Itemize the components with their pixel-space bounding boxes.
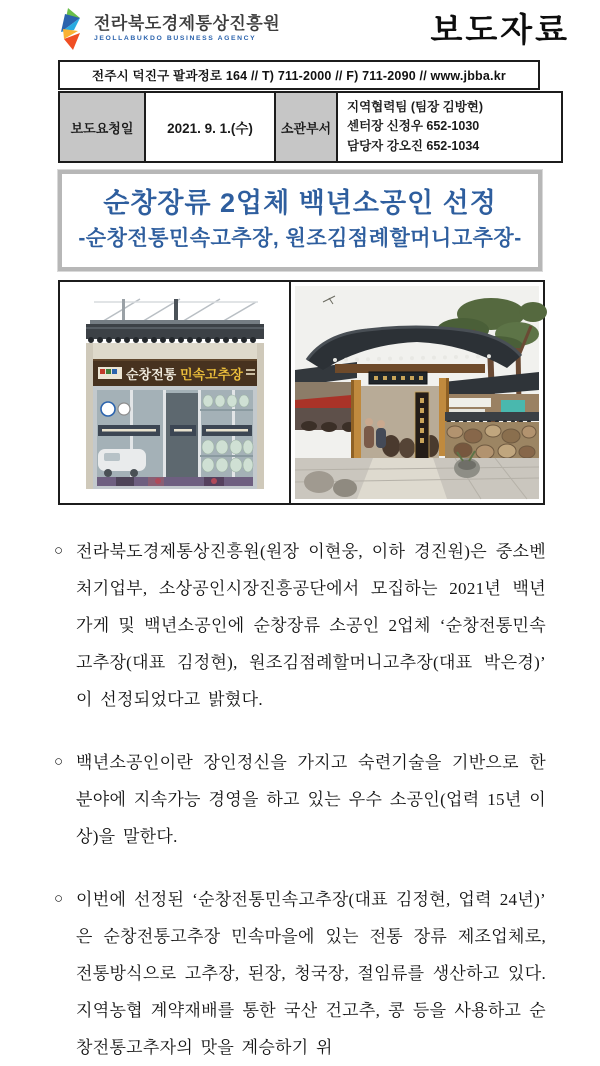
request-date-label: 보도요청일: [59, 92, 145, 162]
vertical-sign: [415, 392, 429, 460]
bullet: ○: [54, 754, 64, 771]
bottom-banners: [97, 477, 253, 486]
header: [56, 8, 570, 54]
storefront-illustration: [86, 297, 264, 489]
gate-sign: [369, 372, 427, 384]
paragraph-3: [54, 881, 546, 1066]
paragraph-2-text: 백년소공인이란 장인정신을 가지고 숙련기술을 기반으로 한 분야에 지속가능 경영을 하고 있는 우수 소공인(업력 15년 이상)을 말한다.: [76, 753, 546, 847]
doc-type-title: 보도자료: [430, 11, 570, 48]
photo-frame: [58, 280, 545, 505]
department-staff-line: 담당자 강오진 652-1034: [347, 138, 480, 153]
press-release-page: [0, 8, 600, 1058]
org-name-en: JEOLLABUKDO BUSINESS AGENCY: [94, 34, 257, 42]
tile-roof: [86, 324, 264, 340]
bullet: ○: [54, 543, 64, 560]
paragraph-3-text: 이번에 선정된 ‘순창전통민속고추장(대표 김정현, 업력 24년)’ 은 순창전통고추장 민속마을에 있는 전통 장류 제조업체로, 전통방식으로 고추장, 된장, 청국장, 절임류를 생산하고 있다. 지역농협 계약재배를 통한 국산 건고추, 콩 등을 사용하고 순창전통고추자의 맛을 계승하기 위: [76, 890, 546, 1058]
title-box: [58, 170, 542, 271]
photo-storefront: [60, 282, 291, 503]
certification-sticker: [101, 402, 115, 416]
press-subtitle: -순창전통민속고추장, 원조김점례할머니고추장-: [78, 227, 522, 251]
paragraph-1: [54, 533, 546, 718]
department-contact: [337, 92, 562, 162]
body-text: [54, 533, 546, 1066]
request-date-value: 2021. 9. 1.(수): [145, 92, 275, 162]
storefront-windows: [93, 386, 257, 489]
bullet: ○: [54, 891, 64, 908]
agency-logo: [56, 8, 280, 52]
hanok-gate-illustration: [295, 286, 539, 499]
agency-logo-icon: [56, 8, 88, 52]
certification-sticker: [118, 403, 130, 415]
info-table-row: [59, 92, 562, 162]
press-title: 순창장류 2업체 백년소공인 선정: [103, 188, 497, 219]
org-name: 전라북도경제통상진흥원: [94, 14, 281, 33]
department-manager-line: 센터장 신정우 652-1030: [347, 119, 480, 134]
agency-logo-text: [94, 8, 280, 42]
paragraph-1-text: 전라북도경제통상진흥원(원장 이현웅, 이하 경진원)은 중소벤처기업부, 소상공인시장진흥공단에서 모집하는 2021년 백년가게 및 백년소공인에 순창장류 소공인 2업체 ‘순창전통민속고추장(대표 김정현), 원조김점례할머니고추장(대표 박은경)’ 이 선정되었다고 밝혔다.: [76, 542, 546, 710]
sign-text-white: 순창전통: [125, 366, 176, 382]
paragraph-2: [54, 744, 546, 855]
sign-text-gold: 민속고추장: [179, 366, 243, 382]
store-sign: [93, 359, 257, 386]
department-label: 소관부서: [275, 92, 337, 162]
photo-hanok-gate: [291, 282, 543, 503]
menu-banners: [98, 425, 252, 436]
address-bar: 전주시 덕진구 팔과정로 164 // T) 711-2000 // F) 711-2090 // www.jbba.kr: [58, 60, 540, 90]
department-team-line: 지역협력팀 (팀장 김방현): [347, 100, 484, 114]
info-table: [58, 91, 563, 163]
